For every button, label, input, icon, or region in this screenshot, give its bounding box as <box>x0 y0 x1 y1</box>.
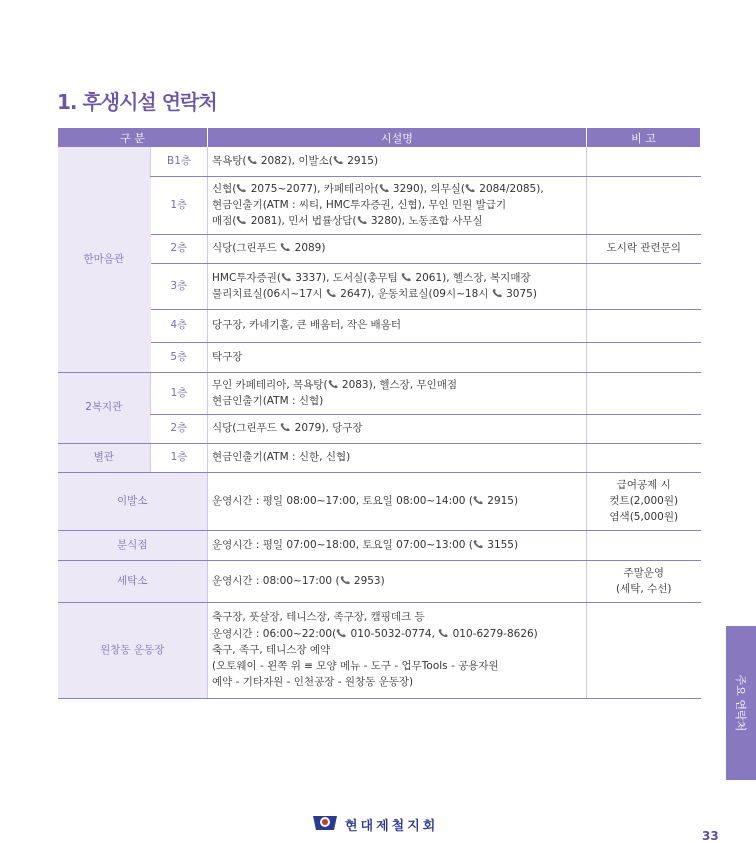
facility-description <box>208 560 587 602</box>
phone-icon <box>236 183 247 193</box>
page-number: 33 <box>702 829 719 843</box>
table-header-row <box>58 128 701 147</box>
building-name: 2복지관 <box>58 372 151 443</box>
text-segment: 2061), 헬스장, 복지매장 <box>412 271 531 284</box>
text-segment: 2081), 민서 법률상담( <box>247 215 357 228</box>
description-line <box>212 270 582 286</box>
note-cell <box>587 176 701 234</box>
phone-icon <box>401 272 412 282</box>
text-segment: 당구장, 카네기홀, 큰 배움터, 작은 배움터 <box>212 319 401 332</box>
description-line <box>212 317 582 333</box>
phone-icon <box>326 288 337 298</box>
table-row <box>58 414 701 443</box>
floor-label: B1층 <box>151 147 208 176</box>
floor-label: 2층 <box>151 414 208 443</box>
note-cell <box>587 147 701 176</box>
facility-description <box>208 263 587 309</box>
facility-name: 세탁소 <box>58 560 208 602</box>
note-cell <box>587 234 701 263</box>
note-line: 컷트(2,000원) <box>609 494 679 507</box>
note-cell <box>587 560 701 602</box>
text-segment: 운영시간 : 평일 08:00~17:00, 토요일 08:00~14:00 ( <box>212 494 473 507</box>
text-segment: 현금인출기(ATM : 신협) <box>212 395 324 407</box>
table-row <box>58 342 701 372</box>
note-cell <box>587 342 701 372</box>
header-category: 구 분 <box>58 128 208 147</box>
text-segment: 운영시간 : 평일 07:00~18:00, 토요일 07:00~13:00 ( <box>212 538 473 551</box>
note-cell <box>587 263 701 309</box>
text-segment: 축구, 족구, 테니스장 예약 <box>212 643 331 656</box>
header-note: 비 고 <box>587 128 701 147</box>
text-segment: 탁구장 <box>212 350 243 363</box>
facilities-table <box>57 128 701 699</box>
description-line <box>212 609 582 625</box>
org-name: 현대제철지회 <box>345 819 439 834</box>
phone-icon <box>328 379 339 389</box>
text-segment: 식당(그린푸드 <box>212 422 281 435</box>
text-segment: 2075~2077), 카페테리아( <box>247 182 379 195</box>
description-line <box>212 493 582 509</box>
text-segment: 2079), 당구장 <box>291 422 363 435</box>
description-line <box>212 286 582 302</box>
page-title: 1. 후생시설 연락처 <box>57 90 217 114</box>
text-segment: 2953) <box>350 574 385 587</box>
facility-description <box>208 372 587 414</box>
phone-icon <box>247 155 258 165</box>
text-segment: 3155) <box>483 538 519 551</box>
text-segment: 3075) <box>502 288 537 300</box>
table-row <box>58 560 701 602</box>
description-line <box>212 537 582 553</box>
building-name: 별관 <box>58 443 151 472</box>
header-facility: 시설명 <box>208 128 587 147</box>
phone-icon <box>492 288 503 298</box>
facility-description <box>208 342 587 372</box>
text-segment: 현금인출기(ATM : 신한, 신협) <box>212 451 351 464</box>
facility-description <box>208 443 587 472</box>
phone-icon <box>333 155 344 165</box>
text-segment: 3280), 노동조합 사무실 <box>367 215 483 228</box>
description-line <box>212 153 582 169</box>
text-segment: 2915) <box>343 155 379 168</box>
text-segment: (오토웨이 - 왼쪽 위 ≡ 모양 메뉴 - 도구 - 업무Tools - 공용자원 <box>212 660 499 673</box>
description-line <box>212 674 582 690</box>
description-line <box>212 573 582 589</box>
facility-description <box>208 414 587 443</box>
description-line <box>212 213 582 229</box>
note-cell <box>587 414 701 443</box>
note-cell <box>587 472 701 530</box>
text-segment: 운영시간 : 06:00~22:00( <box>212 627 337 640</box>
facility-name: 분식점 <box>58 530 208 560</box>
facility-description <box>208 530 587 560</box>
phone-icon <box>281 272 292 282</box>
facility-name: 이발소 <box>58 472 208 530</box>
phone-icon <box>357 215 368 225</box>
note-line: 주말운영 <box>623 566 665 579</box>
text-segment: 매점( <box>212 215 237 228</box>
phone-icon <box>280 422 291 432</box>
table-row <box>58 602 701 698</box>
phone-icon <box>465 183 476 193</box>
text-segment: 2647), 운동치료실(09시~18시 <box>336 288 492 300</box>
description-line <box>212 349 582 365</box>
text-segment: 물리치료실(06시~17시 <box>212 288 326 300</box>
table-row <box>58 147 701 176</box>
table-row <box>58 263 701 309</box>
facility-name: 원창동 운동장 <box>58 602 208 698</box>
text-segment: 축구장, 풋살장, 테니스장, 족구장, 캠핑데크 등 <box>212 611 425 624</box>
facility-description <box>208 309 587 342</box>
phone-icon <box>336 628 347 638</box>
text-segment: 3337), 도서실(총무팀 <box>291 271 402 284</box>
building-name: 한마음관 <box>58 147 151 372</box>
table-row <box>58 372 701 414</box>
text-segment: 목욕탕( <box>212 155 247 168</box>
description-line <box>212 240 582 256</box>
table-row <box>58 443 701 472</box>
text-segment: 2082), 이발소( <box>257 155 333 168</box>
phone-icon <box>473 495 484 505</box>
note-line: (세탁, 수선) <box>616 583 672 595</box>
floor-label: 2층 <box>151 234 208 263</box>
text-segment: 무인 카페테리아, 목욕탕( <box>212 378 328 391</box>
table-row <box>58 234 701 263</box>
text-segment: 2915) <box>483 494 519 507</box>
description-line <box>212 642 582 658</box>
description-line <box>212 197 582 213</box>
phone-icon <box>340 575 351 585</box>
note-cell <box>587 309 701 342</box>
text-segment: 3290), 의무실( <box>389 182 465 195</box>
text-segment: 예약 - 기타자원 - 인천공장 - 원창동 운동장) <box>212 676 414 689</box>
facility-description <box>208 472 587 530</box>
description-line <box>212 626 582 642</box>
facility-description <box>208 147 587 176</box>
text-segment: 신협( <box>212 182 237 195</box>
union-logo-icon <box>310 812 340 832</box>
phone-icon <box>236 215 247 225</box>
table-row <box>58 309 701 342</box>
facility-description <box>208 602 587 698</box>
description-line <box>212 449 582 465</box>
floor-label: 3층 <box>151 263 208 309</box>
text-segment: 식당(그린푸드 <box>212 242 281 255</box>
side-tab <box>726 626 756 780</box>
floor-label: 1층 <box>151 372 208 414</box>
text-segment: 2083), 헬스장, 무인매점 <box>338 378 458 391</box>
text-segment: 2084/2085), <box>475 182 544 195</box>
text-segment: 2089) <box>291 242 326 255</box>
text-segment: 운영시간 : 08:00~17:00 ( <box>212 574 340 587</box>
floor-label: 1층 <box>151 176 208 234</box>
description-line <box>212 658 582 674</box>
description-line <box>212 181 582 197</box>
note-line: 염색(5,000원) <box>609 511 679 524</box>
note-cell <box>587 530 701 560</box>
side-tab-label: 주요 연락처 <box>734 674 747 732</box>
note-line: 급여공제 시 <box>616 478 671 491</box>
text-segment: 010-6279-8626) <box>449 627 538 640</box>
description-line <box>212 420 582 436</box>
description-line <box>212 393 582 409</box>
table-row <box>58 530 701 560</box>
floor-label: 5층 <box>151 342 208 372</box>
phone-icon <box>280 242 291 252</box>
text-segment: 010-5032-0774, <box>347 627 439 640</box>
floor-label: 4층 <box>151 309 208 342</box>
note-line: 도시락 관련문의 <box>606 242 681 255</box>
phone-icon <box>438 628 449 638</box>
text-segment: HMC투자증권( <box>212 271 281 284</box>
table-body <box>58 147 701 698</box>
note-cell <box>587 443 701 472</box>
phone-icon <box>379 183 390 193</box>
note-cell <box>587 372 701 414</box>
table-row <box>58 176 701 234</box>
text-segment: 현금인출기(ATM : 씨티, HMC투자증권, 신협), 무인 민원 발급기 <box>212 198 507 211</box>
facility-description <box>208 234 587 263</box>
note-cell <box>587 602 701 698</box>
phone-icon <box>473 539 484 549</box>
facility-description <box>208 176 587 234</box>
table-row <box>58 472 701 530</box>
floor-label: 1층 <box>151 443 208 472</box>
description-line <box>212 377 582 393</box>
